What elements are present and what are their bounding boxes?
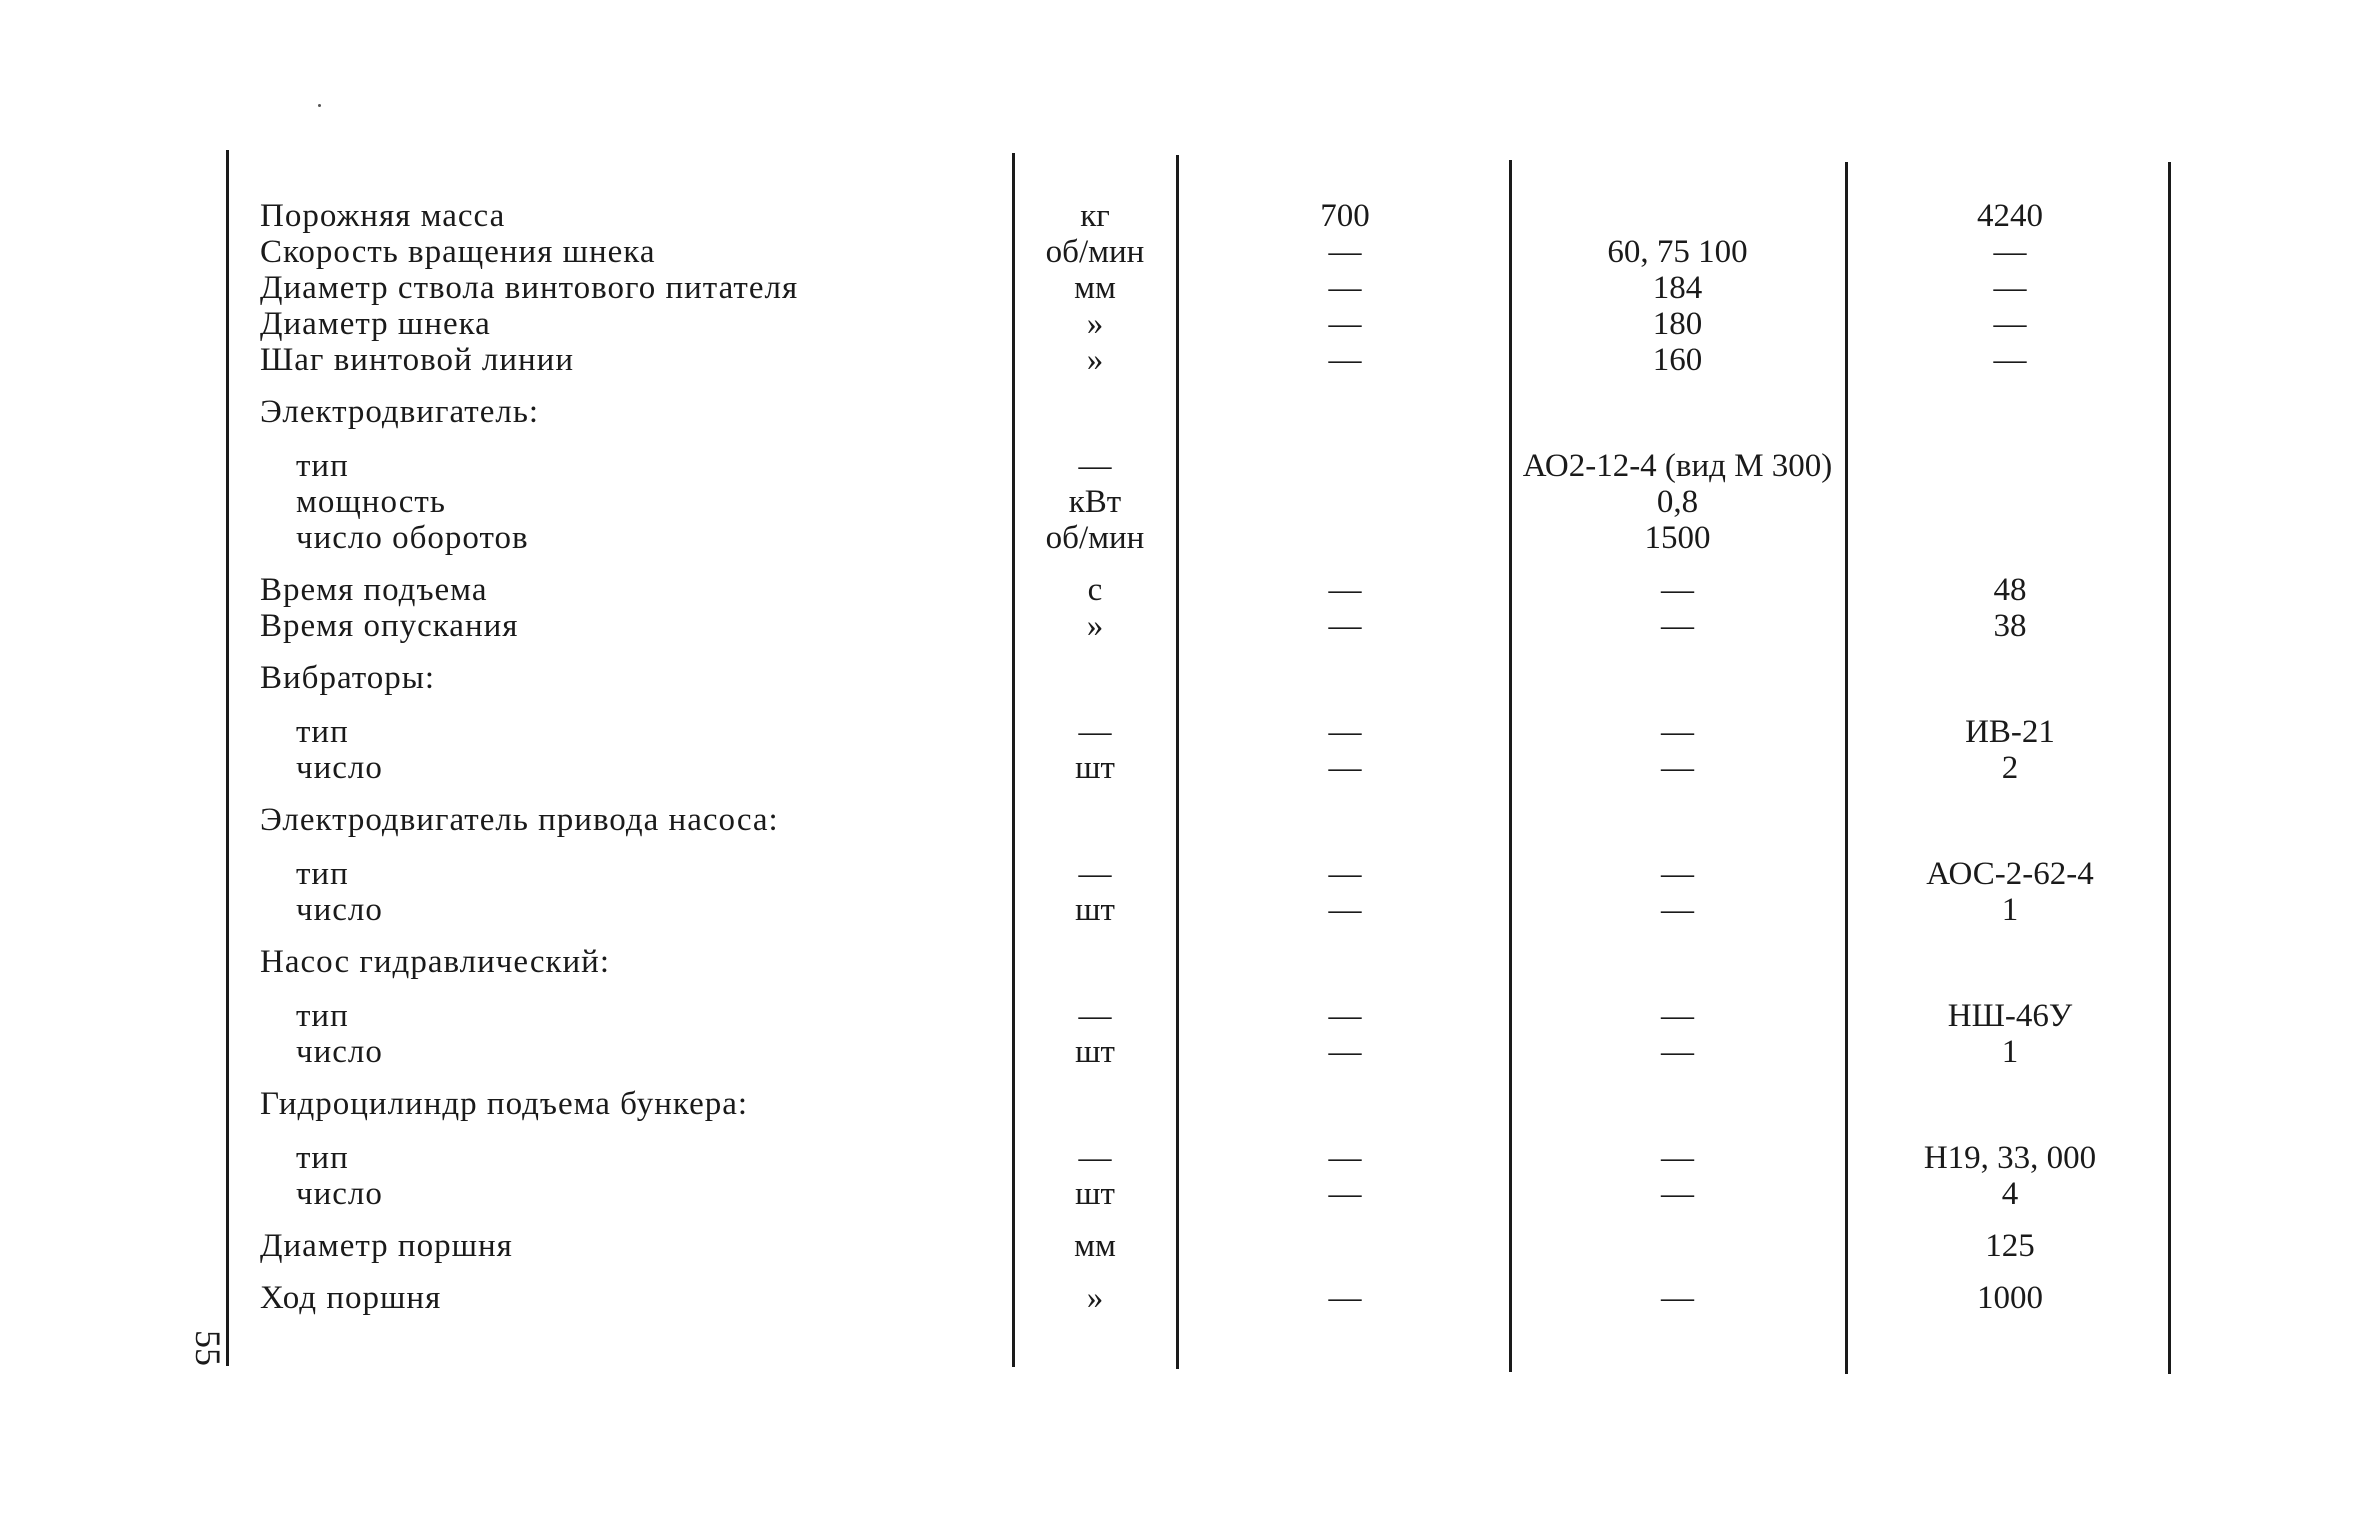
unit-cell: — [1078, 998, 1112, 1034]
stray-mark [318, 104, 321, 107]
parameter-label: Скорость вращения шнека [260, 234, 656, 270]
parameter-sublabel: тип [296, 448, 349, 484]
table-row [0, 714, 2363, 750]
value-cell-2: — [1661, 1176, 1694, 1212]
value-cell-1: — [1328, 714, 1362, 750]
section-row [0, 660, 2363, 696]
unit-cell: мм [1074, 270, 1116, 306]
section-label: Насос гидравлический: [260, 944, 610, 980]
unit-cell: шт [1075, 1176, 1115, 1212]
value-cell-1: — [1328, 608, 1362, 644]
table-row [0, 234, 2363, 270]
value-cell-3: ИВ-21 [1965, 714, 2055, 750]
unit-cell: » [1086, 1280, 1104, 1316]
parameter-sublabel: число [296, 892, 383, 928]
unit-cell [1015, 802, 1175, 838]
value-cell-2 [1510, 1228, 1845, 1264]
value-cell-3: 48 [1993, 572, 2027, 608]
parameter-sublabel: тип [296, 856, 349, 892]
table-row [0, 448, 2363, 484]
parameter-label: Время опускания [260, 608, 519, 644]
value-cell-3: Н19, 33, 000 [1923, 1140, 2097, 1176]
value-cell-2 [1510, 802, 1845, 838]
table-row [0, 892, 2363, 928]
value-cell-2: 0,8 [1656, 484, 1699, 520]
value-cell-1: 700 [1320, 198, 1370, 234]
unit-cell: шт [1075, 1034, 1115, 1070]
value-cell-2 [1510, 198, 1845, 234]
value-cell-3: 1000 [1977, 1280, 2043, 1316]
value-cell-2: — [1661, 750, 1694, 786]
value-cell-2: — [1661, 714, 1694, 750]
page-number: 55 [188, 1330, 228, 1366]
parameter-label: Порожняя масса [260, 198, 506, 234]
value-cell-2: — [1661, 856, 1694, 892]
unit-cell: — [1078, 448, 1112, 484]
unit-cell: » [1086, 342, 1104, 378]
unit-cell [1015, 1086, 1175, 1122]
value-cell-2: — [1661, 608, 1694, 644]
section-row [0, 394, 2363, 430]
value-cell-3 [1850, 394, 2170, 430]
value-cell-3 [1850, 1086, 2170, 1122]
table-row [0, 572, 2363, 608]
unit-cell [1015, 394, 1175, 430]
value-cell-2: 180 [1652, 306, 1703, 342]
value-cell-1: — [1328, 270, 1362, 306]
value-cell-3: НШ-46У [1947, 998, 2073, 1034]
parameter-label: Диаметр шнека [260, 306, 491, 342]
table-row [0, 484, 2363, 520]
value-cell-3: — [1993, 306, 2027, 342]
parameter-label: Время подъема [260, 572, 488, 608]
unit-cell [1015, 660, 1175, 696]
table-row [0, 1034, 2363, 1070]
value-cell-3: 125 [1985, 1228, 2035, 1264]
value-cell-3: — [1993, 234, 2027, 270]
value-cell-2: 160 [1652, 342, 1703, 378]
table-row [0, 856, 2363, 892]
value-cell-3: 1 [2001, 892, 2019, 928]
table-row [0, 198, 2363, 234]
value-cell-2: 60, 75 100 [1607, 234, 1748, 270]
unit-cell: мм [1074, 1228, 1116, 1264]
table-row [0, 608, 2363, 644]
parameter-label: Диаметр ствола винтового питателя [260, 270, 799, 306]
section-label: Гидроцилиндр подъема бункера: [260, 1086, 749, 1122]
table-row [0, 1228, 2363, 1264]
value-cell-1: — [1328, 1034, 1362, 1070]
unit-cell: шт [1075, 750, 1115, 786]
value-cell-1 [1180, 394, 1510, 430]
unit-cell: — [1078, 714, 1112, 750]
value-cell-1 [1180, 660, 1510, 696]
value-cell-3: — [1993, 270, 2027, 306]
value-cell-1: — [1328, 1280, 1362, 1316]
table-row [0, 750, 2363, 786]
table-row [0, 1280, 2363, 1316]
parameter-label: Диаметр поршня [260, 1228, 513, 1264]
unit-cell: » [1086, 608, 1104, 644]
value-cell-3: 1 [2001, 1034, 2019, 1070]
table-row [0, 270, 2363, 306]
value-cell-3: 2 [2001, 750, 2019, 786]
value-cell-3: 38 [1993, 608, 2027, 644]
unit-cell: — [1078, 1140, 1112, 1176]
value-cell-2: 184 [1652, 270, 1703, 306]
section-label: Электродвигатель привода насоса: [260, 802, 779, 838]
value-cell-2: — [1661, 1140, 1694, 1176]
value-cell-2: 1500 [1644, 520, 1711, 556]
unit-cell: шт [1075, 892, 1115, 928]
table-row [0, 1140, 2363, 1176]
value-cell-2 [1510, 1086, 1845, 1122]
table-row [0, 520, 2363, 556]
unit-cell: с [1087, 572, 1103, 608]
table-row [0, 1176, 2363, 1212]
value-cell-3 [1850, 520, 2170, 556]
unit-cell: кВт [1068, 484, 1122, 520]
value-cell-1: — [1328, 750, 1362, 786]
value-cell-1 [1180, 448, 1510, 484]
value-cell-3 [1850, 944, 2170, 980]
value-cell-2: — [1661, 998, 1694, 1034]
parameter-sublabel: число [296, 1176, 383, 1212]
value-cell-2: — [1661, 1280, 1694, 1316]
table-row [0, 342, 2363, 378]
value-cell-3: АОС-2-62-4 [1926, 856, 2094, 892]
value-cell-3 [1850, 448, 2170, 484]
value-cell-1: — [1328, 892, 1362, 928]
parameter-sublabel: тип [296, 714, 349, 750]
unit-cell: об/мин [1045, 234, 1145, 270]
value-cell-1 [1180, 1086, 1510, 1122]
value-cell-1 [1180, 944, 1510, 980]
value-cell-2 [1510, 944, 1845, 980]
value-cell-1: — [1328, 1176, 1362, 1212]
value-cell-2 [1510, 660, 1845, 696]
table-row [0, 998, 2363, 1034]
value-cell-1: — [1328, 1140, 1362, 1176]
parameter-sublabel: число [296, 750, 383, 786]
unit-cell: — [1078, 856, 1112, 892]
value-cell-3: 4240 [1977, 198, 2043, 234]
parameter-label: Шаг винтовой линии [260, 342, 574, 378]
value-cell-1 [1180, 1228, 1510, 1264]
unit-cell: об/мин [1045, 520, 1145, 556]
value-cell-2 [1510, 394, 1845, 430]
value-cell-1 [1180, 802, 1510, 838]
value-cell-1: — [1328, 306, 1362, 342]
value-cell-1: — [1328, 856, 1362, 892]
section-row [0, 1086, 2363, 1122]
value-cell-3: 4 [2001, 1176, 2019, 1212]
section-label: Вибраторы: [260, 660, 436, 696]
parameter-sublabel: тип [296, 998, 349, 1034]
value-cell-1: — [1328, 998, 1362, 1034]
unit-cell [1015, 944, 1175, 980]
value-cell-2: — [1661, 892, 1694, 928]
value-cell-3 [1850, 802, 2170, 838]
value-cell-1: — [1328, 342, 1362, 378]
value-cell-3: — [1993, 342, 2027, 378]
value-cell-1: — [1328, 234, 1362, 270]
value-cell-1 [1180, 520, 1510, 556]
parameter-sublabel: число [296, 1034, 383, 1070]
parameter-sublabel: мощность [296, 484, 446, 520]
unit-cell: » [1086, 306, 1104, 342]
value-cell-1 [1180, 484, 1510, 520]
value-cell-3 [1850, 660, 2170, 696]
value-cell-2: — [1661, 1034, 1694, 1070]
value-cell-3 [1850, 484, 2170, 520]
parameter-sublabel: число оборотов [296, 520, 529, 556]
parameter-label: Ход поршня [260, 1280, 442, 1316]
value-cell-2: АО2-12-4 (вид М 300) [1522, 448, 1833, 484]
section-row [0, 802, 2363, 838]
value-cell-2: — [1661, 572, 1694, 608]
table-row [0, 306, 2363, 342]
unit-cell: кг [1080, 198, 1110, 234]
section-row [0, 944, 2363, 980]
value-cell-1: — [1328, 572, 1362, 608]
parameter-sublabel: тип [296, 1140, 349, 1176]
section-label: Электродвигатель: [260, 394, 540, 430]
